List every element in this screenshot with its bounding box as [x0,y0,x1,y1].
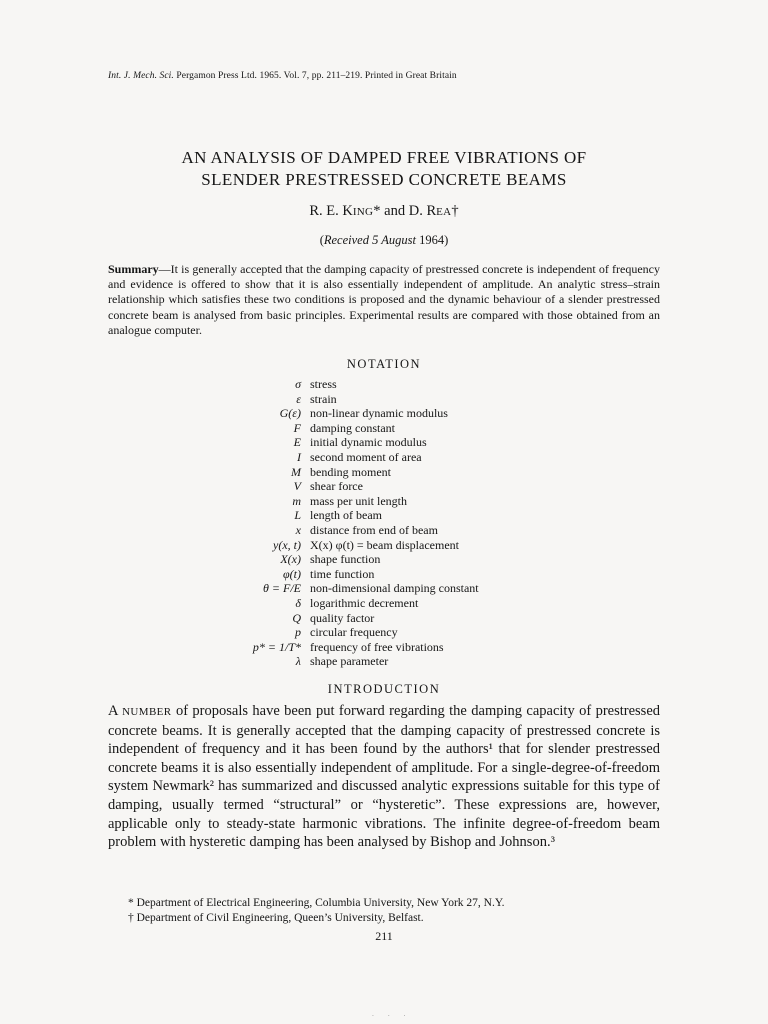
notation-definition: strain [310,391,337,406]
notation-symbol: Q [292,610,301,625]
notation-definition: shape parameter [310,654,389,669]
author-conjunction: and D. [380,203,427,219]
notation-symbol: V [293,479,301,494]
notation-definition: shape function [310,552,381,567]
notation-definition: X(x) φ(t) = beam displacement [310,537,459,552]
notation-definition: mass per unit length [310,493,407,508]
received-date [100,233,668,248]
page-number: 211 [375,929,393,943]
notation-definition: logarithmic decrement [310,595,419,610]
notation-row [200,508,600,523]
intro-body: of proposals have been put forward regarding the damping capacity of prestressed concrete beams. It is generally accepted that the damping capacity of prestressed concrete is independent of frequency and it has been found by the authors¹ that for slender prestressed concrete beams it is also essentially independent of amplitude. For a single-degree-of-freedom system Newmark² has summarized and discussed analytic expressions suitable for this type of damping, usually termed “structural” or “hysteretic”. These expressions are, however, applicable only to steady-state harmonic vibrations. The infinite degree-of-freedom beam problem with hysteretic damping has been analysed by Bishop and Johnson.³ [108,703,661,851]
notation-definition: non-dimensional damping constant [310,581,479,596]
notation-symbol: φ(t) [283,566,301,581]
intro-lead-smallcaps: NUMBER [122,706,172,718]
notation-row [200,435,600,450]
notation-symbol: σ [295,377,301,391]
introduction-heading: INTRODUCTION [327,682,441,696]
notation-symbol: p [295,625,301,640]
notation-row [200,392,600,407]
received-year: 1964) [415,233,449,247]
notation-row [200,625,600,640]
notation-definition: initial dynamic modulus [310,435,427,450]
notation-symbol: p* = 1/T* [252,639,301,654]
notation-row [200,450,600,465]
received-label: Received 5 August [323,233,416,247]
paper-title [100,147,668,191]
notation-row [200,552,600,567]
notation-definition: damping constant [310,420,395,435]
notation-symbol: ε [296,391,301,406]
notation-row [200,406,600,421]
notation-definition: bending moment [310,464,391,479]
received-open-paren: ( [319,233,324,247]
summary-text: —It is generally accepted that the damping capacity of prestressed concrete is independent of frequency and evidence is offered to show that it is also essentially independent of amplitude. An analytic stress–strain relationship which satisfies these two conditions is proposed and the dynamic behaviour of a slender prestressed concrete beam is analysed from basic principles. Experimental results are compared with those obtained from an analogue computer. [108,262,660,337]
author-line [100,203,668,220]
author1-rest: ING [352,206,374,218]
notation-symbol: I [297,449,301,464]
summary-label: Summary [108,262,159,276]
journal-citation [108,71,668,81]
journal-abbrev: Int. J. Mech. Sci. [108,71,174,81]
notation-row [200,596,600,611]
notation-symbol: G(ε) [279,406,301,421]
notation-definition: stress [310,377,337,391]
notation-row [200,465,600,480]
author1-initials: R. E. [309,203,343,219]
notation-definition: quality factor [310,610,375,625]
notation-definition: frequency of free vibrations [310,639,444,654]
footnote-2: † Department of Civil Engineering, Queen’s University, Belfast. [128,912,424,924]
author2-cap: R [426,203,437,219]
notation-symbol: M [291,464,301,479]
notation-row [200,611,600,626]
notation-symbol: δ [295,595,301,610]
notation-row [200,640,600,655]
notation-symbol: x [295,522,301,537]
notation-row [200,581,600,596]
notation-symbol: X(x) [280,552,301,567]
footnote-1: * Department of Electrical Engineering, Columbia University, New York 27, N.Y. [128,897,505,909]
author1-cap: K [342,203,353,219]
notation-row [200,523,600,538]
author2-rest: EA [436,206,452,218]
notation-row [200,567,600,582]
notation-symbol: m [292,493,301,508]
notation-row [200,377,600,392]
notation-symbol: E [293,435,301,450]
notation-symbol: L [294,508,301,523]
notation-definition: shear force [310,479,363,494]
scan-specks: · · · [372,1013,412,1020]
author2-mark: † [451,203,459,219]
notation-row [200,494,600,509]
notation-row [200,421,600,436]
title-line-2: SLENDER PRESTRESSED CONCRETE BEAMS [201,170,567,189]
notation-definition: second moment of area [310,449,422,464]
author1-mark: * [373,203,381,219]
intro-lead-letter: A [108,703,123,719]
notation-symbol: F [293,420,301,435]
notation-symbol: λ [295,654,301,669]
notation-row [200,654,600,669]
footnotes [128,896,668,926]
introduction-paragraph [108,702,660,852]
notation-row [200,479,600,494]
notation-definition: time function [310,566,375,581]
notation-heading: NOTATION [346,357,422,371]
notation-symbol: θ = F/E [263,581,301,596]
summary-paragraph [108,262,660,338]
notation-list [200,377,600,669]
notation-symbol: y(x, t) [273,537,301,552]
journal-details: Pergamon Press Ltd. 1965. Vol. 7, pp. 211–219. Printed in Great Britain [173,71,457,81]
notation-definition: circular frequency [310,625,398,640]
notation-definition: distance from end of beam [310,522,438,537]
title-line-1: AN ANALYSIS OF DAMPED FREE VIBRATIONS OF [181,148,587,167]
notation-definition: non-linear dynamic modulus [310,406,448,421]
notation-row [200,538,600,553]
notation-definition: length of beam [310,508,382,523]
